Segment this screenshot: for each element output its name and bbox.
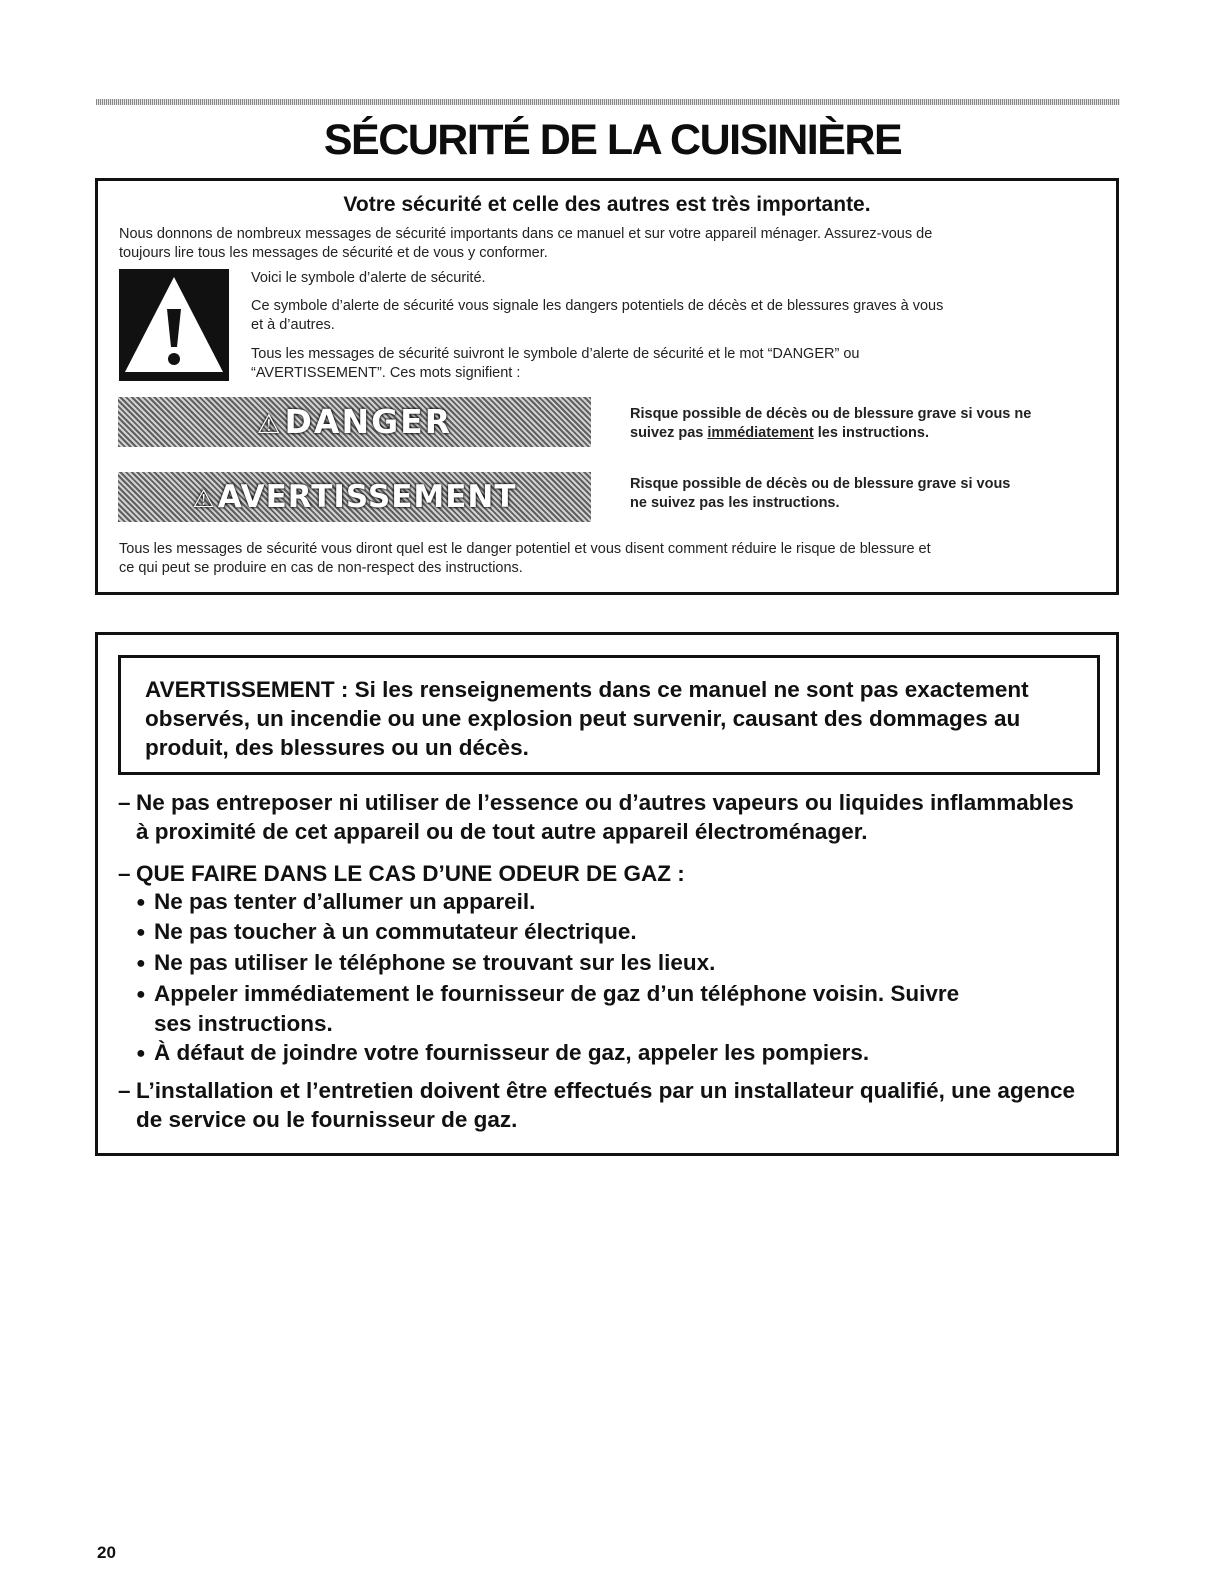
fire-explosion-warning — [118, 655, 1100, 775]
list-item-text: de service ou le fournisseur de gaz. — [136, 1107, 518, 1132]
danger-desc-emphasis: immédiatement — [707, 425, 814, 441]
warning-description — [630, 475, 1110, 513]
safety-info-box — [95, 178, 1119, 595]
danger-desc-text: les instructions. — [817, 425, 929, 441]
signal-words-intro-line: “AVERTISSEMENT”. Ces mots signifient : — [251, 365, 521, 381]
list-item-text: Ne pas entreposer ni utiliser de l’essence ou d’autres vapeurs ou liquides inflammables — [136, 790, 1074, 815]
bullet-icon: ● — [136, 924, 146, 941]
dash-icon: – — [118, 1078, 131, 1103]
symbol-intro: Voici le symbole d’alerte de sécurité. — [251, 270, 486, 286]
symbol-explanation-line: et à d’autres. — [251, 317, 335, 333]
dash-icon: – — [118, 790, 131, 815]
danger-description — [630, 405, 1110, 443]
symbol-explanation-line: Ce symbole d’alerte de sécurité vous signale les dangers potentiels de décès et de blessures graves à vous — [251, 298, 944, 314]
intro-line: Nous donnons de nombreux messages de sécurité importants dans ce manuel et sur votre appareil ménager. Assurez-vous de — [119, 226, 933, 242]
list-item-text: à proximité de cet appareil ou de tout autre appareil électroménager. — [136, 819, 868, 844]
header-dotted-rule — [96, 99, 1120, 105]
bullet-icon: ● — [136, 986, 146, 1003]
signal-words-intro-line: Tous les messages de sécurité suivront le symbole d’alerte de sécurité et le mot “DANGER” ou — [251, 346, 860, 362]
warning-signal-banner — [118, 472, 591, 522]
page-title: SÉCURITÉ DE LA CUISINIÈRE — [323, 116, 902, 164]
danger-description-line — [630, 424, 1110, 443]
list-item-gas-odor — [118, 859, 1108, 888]
bullet-text: Appeler immédiatement le fournisseur de gaz d’un téléphone voisin. Suivre — [154, 981, 960, 1006]
bullet-icon: ● — [136, 955, 146, 972]
warning-description-line: Risque possible de décès ou de blessure grave si vous — [630, 476, 1011, 492]
warning-line: observés, un incendie ou une explosion peut survenir, causant des dommages au — [145, 706, 1021, 731]
bullet-icon: ● — [136, 894, 146, 911]
gas-warning-box — [95, 632, 1119, 1156]
danger-description-line: Risque possible de décès ou de blessure grave si vous ne — [630, 406, 1032, 422]
list-item-storage — [118, 788, 1108, 846]
bullet-item — [136, 917, 1096, 947]
warning-line: AVERTISSEMENT : Si les renseignements dans ce manuel ne sont pas exactement — [145, 677, 1029, 702]
bullet-item — [136, 887, 1096, 917]
footer-note-line: ce qui peut se produire en cas de non-respect des instructions. — [119, 560, 523, 576]
bullet-text: À défaut de joindre votre fournisseur de gaz, appeler les pompiers. — [154, 1040, 870, 1065]
fire-explosion-warning-text — [145, 675, 1075, 762]
list-item-installation — [118, 1076, 1108, 1134]
warning-label: AVERTISSEMENT — [217, 479, 517, 515]
bullet-text: Ne pas utiliser le téléphone se trouvant sur les lieux. — [154, 950, 716, 975]
safety-alert-triangle-icon — [119, 269, 229, 381]
bullet-item — [136, 979, 1096, 1038]
bullet-text: Ne pas tenter d’allumer un appareil. — [154, 889, 536, 914]
list-item-text: QUE FAIRE DANS LE CAS D’UNE ODEUR DE GAZ : — [136, 861, 685, 886]
danger-label: DANGER — [284, 402, 453, 441]
footer-note-line: Tous les messages de sécurité vous diront quel est le danger potentiel et vous disent comment réduire le risque de blessure et — [119, 541, 931, 557]
danger-signal-banner — [118, 397, 591, 447]
safety-footer-note — [119, 540, 1099, 578]
symbol-explanation — [251, 297, 1111, 335]
signal-words-intro — [251, 345, 1111, 383]
safety-heading: Votre sécurité et celle des autres est très importante. — [343, 193, 871, 216]
danger-desc-text: suivez pas — [630, 425, 704, 441]
list-item-text: L’installation et l’entretien doivent être effectués par un installateur qualifié, une agence — [136, 1078, 1075, 1103]
bullet-text: ses instructions. — [154, 1011, 333, 1036]
page-number: 20 — [97, 1543, 116, 1562]
bullet-item — [136, 948, 1096, 978]
safety-intro — [119, 225, 1099, 263]
warning-line: produit, des blessures ou un décès. — [145, 735, 529, 760]
warning-triangle-icon: ⚠ — [256, 409, 283, 440]
intro-line: toujours lire tous les messages de sécurité et de vous y conformer. — [119, 245, 548, 261]
warning-description-line: ne suivez pas les instructions. — [630, 495, 840, 511]
bullet-item — [136, 1038, 1096, 1068]
dash-icon: – — [118, 861, 131, 886]
warning-triangle-icon: ⚠ — [192, 484, 216, 513]
bullet-icon: ● — [136, 1045, 146, 1062]
bullet-text: Ne pas toucher à un commutateur électrique. — [154, 919, 637, 944]
